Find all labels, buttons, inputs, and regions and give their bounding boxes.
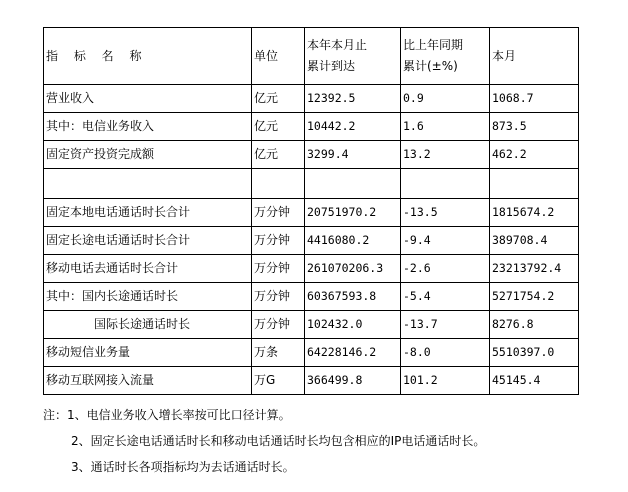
row-name: 固定长途电话通话时长合计 <box>44 227 252 255</box>
row-name: 国际长途通话时长 <box>44 311 252 339</box>
header-ytd-line2: 累计到达 <box>307 59 356 73</box>
row-yoy: 0.9 <box>401 85 490 113</box>
empty-row <box>44 169 579 199</box>
table-row <box>44 113 579 141</box>
empty-cell <box>305 169 401 199</box>
header-month: 本月 <box>490 28 579 85</box>
header-unit: 单位 <box>252 28 305 85</box>
row-month: 23213792.4 <box>490 255 579 283</box>
row-name: 移动电话去通话时长合计 <box>44 255 252 283</box>
row-ytd: 60367593.8 <box>305 283 401 311</box>
row-yoy: -13.5 <box>401 199 490 227</box>
row-ytd: 366499.8 <box>305 367 401 395</box>
row-unit: 万分钟 <box>252 255 305 283</box>
row-month: 1068.7 <box>490 85 579 113</box>
row-name: 营业收入 <box>44 85 252 113</box>
row-name: 其中：电信业务收入 <box>44 113 252 141</box>
row-month: 5510397.0 <box>490 339 579 367</box>
row-unit: 万分钟 <box>252 311 305 339</box>
row-unit: 亿元 <box>252 113 305 141</box>
header-ytd-line1: 本年本月止 <box>307 38 368 52</box>
row-yoy: -8.0 <box>401 339 490 367</box>
table-row <box>44 85 579 113</box>
row-name: 固定本地电话通话时长合计 <box>44 199 252 227</box>
row-ytd: 261070206.3 <box>305 255 401 283</box>
table-row <box>44 311 579 339</box>
row-name: 固定资产投资完成额 <box>44 141 252 169</box>
header-row <box>44 28 579 85</box>
row-ytd: 4416080.2 <box>305 227 401 255</box>
table-row <box>44 199 579 227</box>
row-yoy: 101.2 <box>401 367 490 395</box>
row-month: 1815674.2 <box>490 199 579 227</box>
row-ytd: 102432.0 <box>305 311 401 339</box>
table-row <box>44 141 579 169</box>
row-month: 462.2 <box>490 141 579 169</box>
row-name: 其中：国内长途通话时长 <box>44 283 252 311</box>
header-yoy <box>401 28 490 85</box>
header-ytd <box>305 28 401 85</box>
row-unit: 万分钟 <box>252 199 305 227</box>
empty-cell <box>252 169 305 199</box>
row-ytd: 3299.4 <box>305 141 401 169</box>
row-unit: 万分钟 <box>252 283 305 311</box>
row-month: 5271754.2 <box>490 283 579 311</box>
row-yoy: -9.4 <box>401 227 490 255</box>
footnote-1: 注：1、电信业务收入增长率按可比口径计算。 <box>43 408 291 422</box>
row-unit: 万条 <box>252 339 305 367</box>
row-yoy: -13.7 <box>401 311 490 339</box>
row-yoy: 1.6 <box>401 113 490 141</box>
footnotes <box>43 402 623 480</box>
footnote-3: 3、通话时长各项指标均为去话通话时长。 <box>71 460 295 474</box>
row-yoy: -5.4 <box>401 283 490 311</box>
table-row <box>44 339 579 367</box>
row-ytd: 20751970.2 <box>305 199 401 227</box>
header-yoy-line1: 比上年同期 <box>403 38 464 52</box>
table-row <box>44 367 579 395</box>
header-name: 指 标 名 称 <box>44 28 252 85</box>
empty-cell <box>44 169 252 199</box>
table-row <box>44 283 579 311</box>
row-yoy: 13.2 <box>401 141 490 169</box>
empty-cell <box>401 169 490 199</box>
row-ytd: 64228146.2 <box>305 339 401 367</box>
row-unit: 亿元 <box>252 85 305 113</box>
row-ytd: 10442.2 <box>305 113 401 141</box>
row-month: 45145.4 <box>490 367 579 395</box>
row-yoy: -2.6 <box>401 255 490 283</box>
empty-cell <box>490 169 579 199</box>
row-name: 移动短信业务量 <box>44 339 252 367</box>
row-ytd: 12392.5 <box>305 85 401 113</box>
footnote-2: 2、固定长途电话通话时长和移动电话通话时长均包含相应的IP电话通话时长。 <box>71 434 486 448</box>
row-unit: 万分钟 <box>252 227 305 255</box>
row-month: 873.5 <box>490 113 579 141</box>
row-unit: 万G <box>252 367 305 395</box>
header-yoy-line2: 累计(±%) <box>403 59 458 73</box>
row-unit: 亿元 <box>252 141 305 169</box>
table-row <box>44 255 579 283</box>
statistics-table <box>43 27 579 395</box>
row-month: 389708.4 <box>490 227 579 255</box>
row-month: 8276.8 <box>490 311 579 339</box>
table-row <box>44 227 579 255</box>
row-name: 移动互联网接入流量 <box>44 367 252 395</box>
